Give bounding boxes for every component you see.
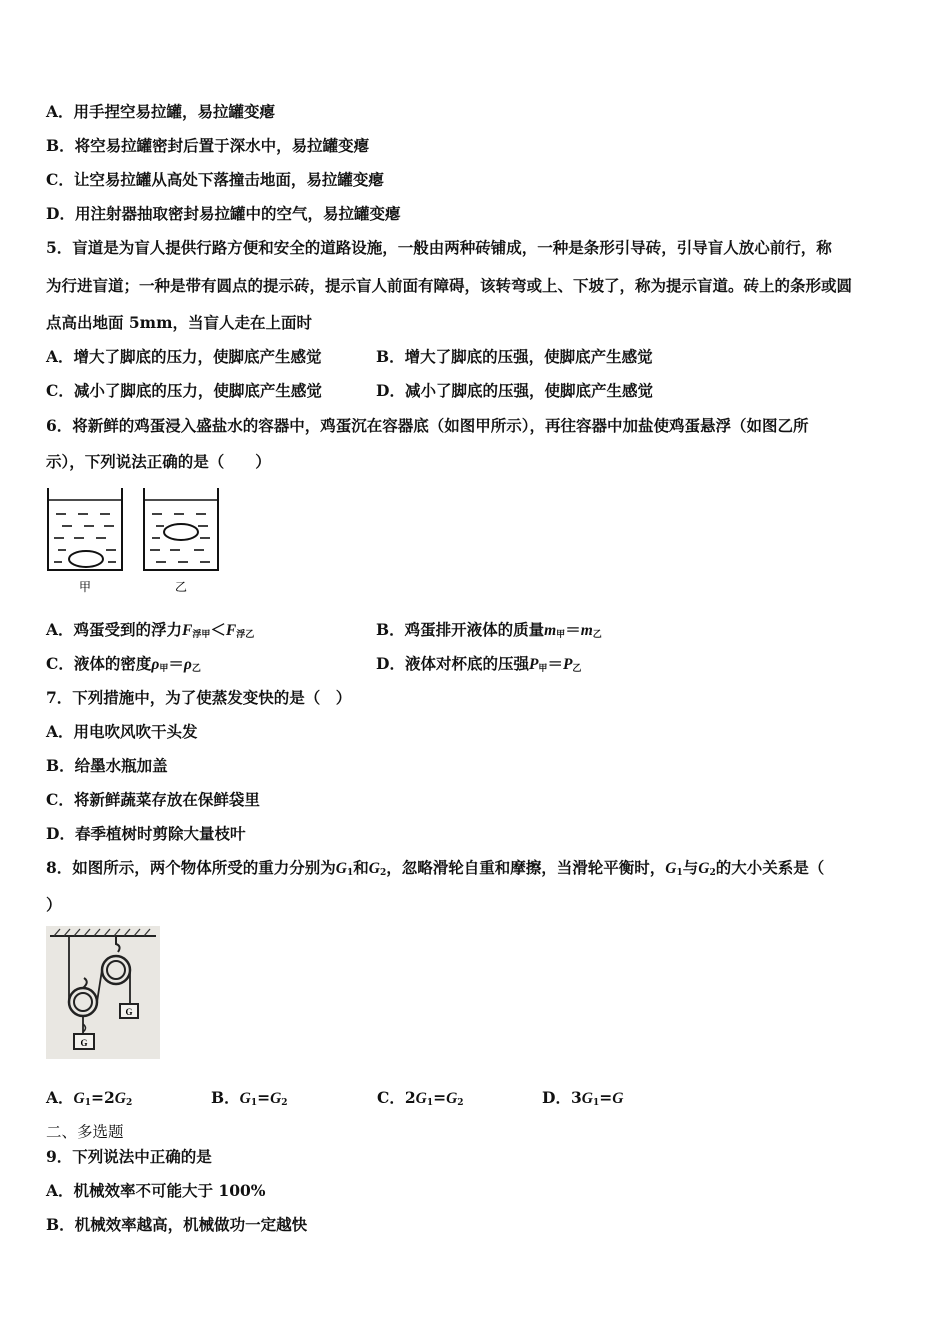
q6-option-c: C．液体的密度$\rho_甲=\rho_乙$ xyxy=(46,654,201,674)
q4-option-a: A．用手捏空易拉罐，易拉罐变瘪 xyxy=(46,102,276,121)
q6-option-b: B．鸡蛋排开液体的质量$m_甲=m_乙$ xyxy=(376,620,602,640)
q9-stem: 9．下列说法中正确的是 xyxy=(46,1147,212,1166)
q8-option-d: D．$3G_1=G$ xyxy=(542,1088,624,1108)
pulley-figure xyxy=(46,926,160,1059)
q9-option-a: A．机械效率不可能大于 100% xyxy=(46,1181,266,1200)
q7-option-b: B．给墨水瓶加盖 xyxy=(46,756,168,775)
svg-text:G: G xyxy=(125,1007,133,1017)
q8-stem-line1: 8．如图所示，两个物体所受的重力分别为$G_1$和$G_2$，忽略滑轮自重和摩擦，当滑轮平衡时，$G_1$与$G_2$的大小关系是（ xyxy=(46,858,825,878)
q5-option-b: B．增大了脚底的压强，使脚底产生感觉 xyxy=(376,347,653,366)
label-jia: 甲 xyxy=(78,580,92,594)
q5-stem-line1: 5．盲道是为盲人提供行路方便和安全的道路设施，一般由两种砖铺成，一种是条形引导砖，引导盲人放心前行，称 xyxy=(46,238,832,257)
q5-stem-line2: 为行进盲道；一种是带有圆点的提示砖，提示盲人前面有障碍，该转弯或上、下坡了，称为提示盲道。砖上的条形或圆 xyxy=(46,276,853,295)
beaker-yi xyxy=(144,488,218,570)
q5-option-d: D．减小了脚底的压强，使脚底产生感觉 xyxy=(376,381,653,400)
q5-option-a: A．增大了脚底的压力，使脚底产生感觉 xyxy=(46,347,322,366)
q7-option-c: C．将新鲜蔬菜存放在保鲜袋里 xyxy=(46,790,260,809)
svg-text:G: G xyxy=(80,1038,88,1048)
q4-option-c: C．让空易拉罐从高处下落撞击地面，易拉罐变瘪 xyxy=(46,170,384,189)
egg-yi xyxy=(164,524,198,540)
q6-stem-line2: 示），下列说法正确的是（ ） xyxy=(46,452,271,471)
q4-option-b: B．将空易拉罐密封后置于深水中，易拉罐变瘪 xyxy=(46,136,370,155)
q9-option-b: B．机械效率越高，机械做功一定越快 xyxy=(46,1215,308,1234)
q8-option-b: B．$G_1=G_2$ xyxy=(211,1088,288,1108)
q7-option-a: A．用电吹风吹干头发 xyxy=(46,722,198,741)
q8-option-a: A．$G_1=2G_2$ xyxy=(46,1088,133,1108)
q6-option-d: D．液体对杯底的压强$P_甲=P_乙$ xyxy=(376,654,582,674)
q7-option-d: D．春季植树时剪除大量枝叶 xyxy=(46,824,246,843)
q7-stem: 7．下列措施中，为了使蒸发变快的是（ ） xyxy=(46,688,352,707)
q4-option-d: D．用注射器抽取密封易拉罐中的空气，易拉罐变瘪 xyxy=(46,204,401,223)
beaker-jia xyxy=(48,488,122,570)
q5-stem-line3: 点高出地面 5mm，当盲人走在上面时 xyxy=(46,313,312,332)
q8-stem-line2: ） xyxy=(46,895,62,914)
pulley-photo xyxy=(46,926,160,1059)
section-heading-multi-choice: 二、多选题 xyxy=(46,1123,124,1141)
egg-jia xyxy=(69,551,103,567)
q6-option-a: A．鸡蛋受到的浮力$F_{浮甲}<F_{浮乙}$ xyxy=(46,620,255,640)
egg-beakers-figure xyxy=(44,484,226,596)
label-yi: 乙 xyxy=(174,580,188,594)
q6-stem-line1: 6．将新鲜的鸡蛋浸入盛盐水的容器中，鸡蛋沉在容器底（如图甲所示），再往容器中加盐使鸡蛋悬浮（如图乙所 xyxy=(46,416,809,435)
q8-option-c: C．$2G_1=G_2$ xyxy=(377,1088,464,1108)
q5-option-c: C．减小了脚底的压力，使脚底产生感觉 xyxy=(46,381,322,400)
